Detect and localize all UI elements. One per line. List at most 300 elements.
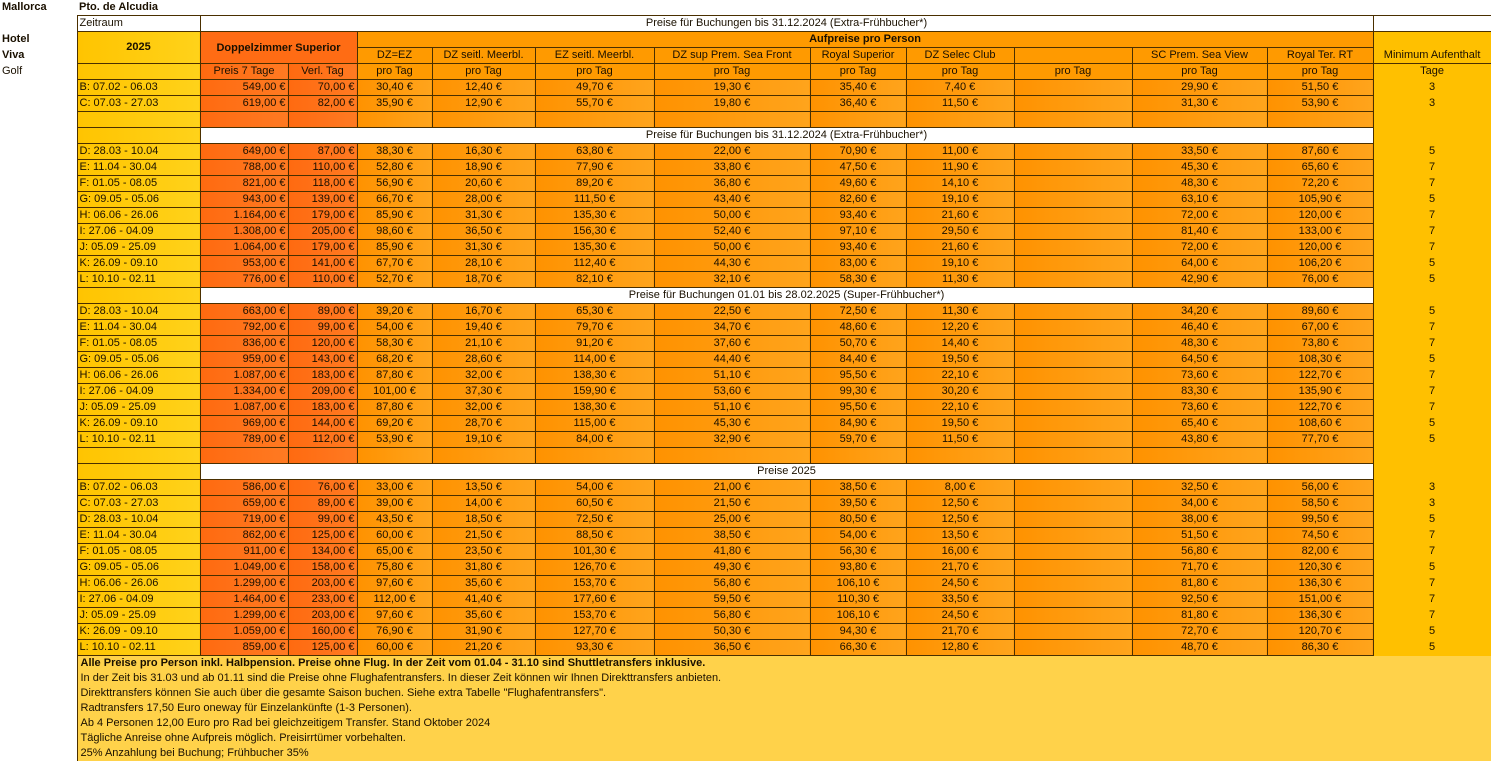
royal-superior-cell: 66,30 € xyxy=(810,640,906,656)
extra-day-cell: 110,00 € xyxy=(288,272,357,288)
sc-prem-sea-view-cell: 46,40 € xyxy=(1132,320,1267,336)
period-cell: J: 05.09 - 25.09 xyxy=(77,608,200,624)
column-header xyxy=(1014,48,1132,64)
min-stay-cell: 5 xyxy=(1373,352,1491,368)
dz-ez-cell: 30,40 € xyxy=(357,80,432,96)
dz-selec-club-cell: 11,50 € xyxy=(906,432,1014,448)
sc-prem-sea-view-cell: 73,60 € xyxy=(1132,368,1267,384)
min-stay-blank xyxy=(1373,16,1491,32)
extra-day-cell: 179,00 € xyxy=(288,240,357,256)
column-a-blank xyxy=(0,464,77,480)
extra-day-cell: 141,00 € xyxy=(288,256,357,272)
royal-superior-cell: 84,90 € xyxy=(810,416,906,432)
min-stay-blank xyxy=(1373,288,1491,304)
column-a-blank xyxy=(0,496,77,512)
min-stay-blank xyxy=(1373,448,1491,464)
period-cell: L: 10.10 - 02.11 xyxy=(77,640,200,656)
dz-sup-prem-sea-front-cell: 45,30 € xyxy=(654,416,810,432)
blank-column-cell xyxy=(1014,272,1132,288)
location-label: Pto. de Alcudia xyxy=(77,0,1491,16)
column-a-blank xyxy=(0,176,77,192)
dz-ez-cell: 33,00 € xyxy=(357,480,432,496)
column-a-blank xyxy=(0,701,77,716)
min-stay-cell: 5 xyxy=(1373,640,1491,656)
column-a-blank xyxy=(0,352,77,368)
period-blank xyxy=(77,448,200,464)
ez-seitl-meerbl-cell: 177,60 € xyxy=(535,592,654,608)
per-day-label: pro Tag xyxy=(1132,64,1267,80)
period-cell: B: 07.02 - 06.03 xyxy=(77,80,200,96)
blank-cell xyxy=(1014,112,1132,128)
extra-day-cell: 89,00 € xyxy=(288,496,357,512)
period-blank xyxy=(77,288,200,304)
royal-ter-rt-cell: 76,00 € xyxy=(1267,272,1373,288)
royal-ter-rt-cell: 99,50 € xyxy=(1267,512,1373,528)
extra-day-cell: 233,00 € xyxy=(288,592,357,608)
section-title-row xyxy=(0,464,1491,480)
min-stay-cell: 3 xyxy=(1373,96,1491,112)
period-cell: D: 28.03 - 10.04 xyxy=(77,512,200,528)
dz-sup-prem-sea-front-cell: 49,30 € xyxy=(654,560,810,576)
dz-seitl-meerbl-cell: 31,90 € xyxy=(432,624,535,640)
column-a-blank xyxy=(0,544,77,560)
blank-column-cell xyxy=(1014,592,1132,608)
min-stay-cell: 5 xyxy=(1373,304,1491,320)
blank-cell xyxy=(535,448,654,464)
sc-prem-sea-view-cell: 83,30 € xyxy=(1132,384,1267,400)
dz-seitl-meerbl-cell: 12,40 € xyxy=(432,80,535,96)
period-cell: E: 11.04 - 30.04 xyxy=(77,528,200,544)
sc-prem-sea-view-cell: 48,70 € xyxy=(1132,640,1267,656)
dz-sup-prem-sea-front-cell: 38,50 € xyxy=(654,528,810,544)
column-a-blank xyxy=(0,686,77,701)
column-a-blank xyxy=(0,272,77,288)
royal-ter-rt-cell: 56,00 € xyxy=(1267,480,1373,496)
dz-ez-cell: 53,90 € xyxy=(357,432,432,448)
blank-column-cell xyxy=(1014,512,1132,528)
column-header: Royal Superior xyxy=(810,48,906,64)
extra-day-cell: 87,00 € xyxy=(288,144,357,160)
section-title: Preise für Buchungen bis 31.12.2024 (Extra-Frühbucher*) xyxy=(200,16,1373,32)
year-blank xyxy=(77,64,200,80)
royal-ter-rt-cell: 120,70 € xyxy=(1267,624,1373,640)
min-stay-cell: 7 xyxy=(1373,336,1491,352)
dz-seitl-meerbl-cell: 16,30 € xyxy=(432,144,535,160)
dz-ez-cell: 98,60 € xyxy=(357,224,432,240)
dz-sup-prem-sea-front-cell: 51,10 € xyxy=(654,400,810,416)
price-row xyxy=(0,352,1491,368)
per-day-label: pro Tag xyxy=(432,64,535,80)
min-stay-cell: 5 xyxy=(1373,560,1491,576)
price-row xyxy=(0,480,1491,496)
min-stay-cell: 7 xyxy=(1373,320,1491,336)
royal-ter-rt-cell: 73,80 € xyxy=(1267,336,1373,352)
sc-prem-sea-view-cell: 56,80 € xyxy=(1132,544,1267,560)
period-cell: C: 07.03 - 27.03 xyxy=(77,496,200,512)
dz-sup-prem-sea-front-cell: 43,40 € xyxy=(654,192,810,208)
blank-column-cell xyxy=(1014,624,1132,640)
dz-sup-prem-sea-front-cell: 52,40 € xyxy=(654,224,810,240)
royal-ter-rt-cell: 135,90 € xyxy=(1267,384,1373,400)
column-header: EZ seitl. Meerbl. xyxy=(535,48,654,64)
column-header: DZ seitl. Meerbl. xyxy=(432,48,535,64)
ez-seitl-meerbl-cell: 72,50 € xyxy=(535,512,654,528)
royal-ter-rt-cell: 58,50 € xyxy=(1267,496,1373,512)
extra-day-cell: 183,00 € xyxy=(288,368,357,384)
column-a-blank xyxy=(0,640,77,656)
price-7-days-cell: 719,00 € xyxy=(200,512,288,528)
blank-column-cell xyxy=(1014,176,1132,192)
royal-ter-rt-cell: 105,90 € xyxy=(1267,192,1373,208)
dz-sup-prem-sea-front-cell: 53,60 € xyxy=(654,384,810,400)
period-cell: B: 07.02 - 06.03 xyxy=(77,480,200,496)
column-a-blank xyxy=(0,336,77,352)
price-row xyxy=(0,160,1491,176)
dz-ez-cell: 39,00 € xyxy=(357,496,432,512)
column-a-blank xyxy=(0,592,77,608)
sc-prem-sea-view-cell: 81,40 € xyxy=(1132,224,1267,240)
column-a-blank xyxy=(0,144,77,160)
blank-cell xyxy=(906,448,1014,464)
ez-seitl-meerbl-cell: 55,70 € xyxy=(535,96,654,112)
blank-cell xyxy=(432,112,535,128)
dz-selec-club-cell: 11,30 € xyxy=(906,304,1014,320)
blank-cell xyxy=(1014,448,1132,464)
dz-sup-prem-sea-front-cell: 44,30 € xyxy=(654,256,810,272)
price-7-days-cell: 953,00 € xyxy=(200,256,288,272)
blank-column-cell xyxy=(1014,480,1132,496)
dz-seitl-meerbl-cell: 28,70 € xyxy=(432,416,535,432)
period-cell: H: 06.06 - 26.06 xyxy=(77,368,200,384)
dz-selec-club-cell: 13,50 € xyxy=(906,528,1014,544)
price-7-days-cell: 619,00 € xyxy=(200,96,288,112)
per-day-label: pro Tag xyxy=(1014,64,1132,80)
blank-column-cell xyxy=(1014,336,1132,352)
column-a-blank xyxy=(0,80,77,96)
min-stay-blank xyxy=(1373,464,1491,480)
column-a-blank xyxy=(0,304,77,320)
dz-seitl-meerbl-cell: 21,10 € xyxy=(432,336,535,352)
dz-seitl-meerbl-cell: 21,50 € xyxy=(432,528,535,544)
period-cell: I: 27.06 - 04.09 xyxy=(77,224,200,240)
ez-seitl-meerbl-cell: 79,70 € xyxy=(535,320,654,336)
dz-seitl-meerbl-cell: 20,60 € xyxy=(432,176,535,192)
royal-ter-rt-cell: 67,00 € xyxy=(1267,320,1373,336)
ez-seitl-meerbl-cell: 159,90 € xyxy=(535,384,654,400)
per-day-label: pro Tag xyxy=(357,64,432,80)
column-a-blank xyxy=(0,192,77,208)
min-stay-cell: 3 xyxy=(1373,480,1491,496)
min-stay-cell: 5 xyxy=(1373,416,1491,432)
extra-day-cell: 70,00 € xyxy=(288,80,357,96)
sc-prem-sea-view-cell: 51,50 € xyxy=(1132,528,1267,544)
dz-ez-cell: 56,90 € xyxy=(357,176,432,192)
period-cell: G: 09.05 - 05.06 xyxy=(77,560,200,576)
extra-day-cell: 203,00 € xyxy=(288,576,357,592)
sc-prem-sea-view-cell: 29,90 € xyxy=(1132,80,1267,96)
dz-sup-prem-sea-front-cell: 33,80 € xyxy=(654,160,810,176)
dz-selec-club-cell: 22,10 € xyxy=(906,400,1014,416)
dz-sup-prem-sea-front-cell: 50,00 € xyxy=(654,240,810,256)
ez-seitl-meerbl-cell: 93,30 € xyxy=(535,640,654,656)
price-row xyxy=(0,560,1491,576)
price-7-days-cell: 859,00 € xyxy=(200,640,288,656)
sc-prem-sea-view-cell: 45,30 € xyxy=(1132,160,1267,176)
dz-ez-cell: 52,70 € xyxy=(357,272,432,288)
blank-cell xyxy=(1132,112,1267,128)
dz-selec-club-cell: 29,50 € xyxy=(906,224,1014,240)
column-a-blank xyxy=(0,624,77,640)
blank-cell xyxy=(906,112,1014,128)
period-cell: K: 26.09 - 09.10 xyxy=(77,416,200,432)
sc-prem-sea-view-cell: 72,00 € xyxy=(1132,240,1267,256)
dz-selec-club-cell: 12,50 € xyxy=(906,496,1014,512)
price-7-days-cell: 911,00 € xyxy=(200,544,288,560)
dz-sup-prem-sea-front-cell: 22,00 € xyxy=(654,144,810,160)
blank-column-cell xyxy=(1014,144,1132,160)
dz-selec-club-cell: 19,10 € xyxy=(906,256,1014,272)
price-7-days-cell: 821,00 € xyxy=(200,176,288,192)
period-blank xyxy=(77,128,200,144)
price-row xyxy=(0,640,1491,656)
blank-cell xyxy=(1267,448,1373,464)
royal-superior-cell: 70,90 € xyxy=(810,144,906,160)
price-7-days-cell: 1.334,00 € xyxy=(200,384,288,400)
royal-superior-cell: 36,40 € xyxy=(810,96,906,112)
price-row xyxy=(0,304,1491,320)
dz-selec-club-cell: 19,50 € xyxy=(906,352,1014,368)
price-7-days-cell: 959,00 € xyxy=(200,352,288,368)
royal-ter-rt-cell: 122,70 € xyxy=(1267,368,1373,384)
dz-ez-cell: 87,80 € xyxy=(357,368,432,384)
dz-sup-prem-sea-front-cell: 34,70 € xyxy=(654,320,810,336)
royal-ter-rt-cell: 89,60 € xyxy=(1267,304,1373,320)
period-cell: F: 01.05 - 08.05 xyxy=(77,176,200,192)
dz-seitl-meerbl-cell: 32,00 € xyxy=(432,400,535,416)
dz-selec-club-cell: 12,50 € xyxy=(906,512,1014,528)
dz-seitl-meerbl-cell: 28,10 € xyxy=(432,256,535,272)
period-blank xyxy=(77,464,200,480)
period-cell: L: 10.10 - 02.11 xyxy=(77,432,200,448)
blank-column-cell xyxy=(1014,432,1132,448)
dz-selec-club-cell: 7,40 € xyxy=(906,80,1014,96)
royal-ter-rt-cell: 51,50 € xyxy=(1267,80,1373,96)
blank-cell xyxy=(654,448,810,464)
royal-superior-cell: 110,30 € xyxy=(810,592,906,608)
surcharge-header: Aufpreise pro Person xyxy=(357,32,1373,48)
column-a-blank xyxy=(0,240,77,256)
sc-prem-sea-view-cell: 31,30 € xyxy=(1132,96,1267,112)
royal-superior-cell: 35,40 € xyxy=(810,80,906,96)
ez-seitl-meerbl-cell: 54,00 € xyxy=(535,480,654,496)
period-cell: J: 05.09 - 25.09 xyxy=(77,240,200,256)
blank-column-cell xyxy=(1014,368,1132,384)
price-row xyxy=(0,192,1491,208)
dz-seitl-meerbl-cell: 16,70 € xyxy=(432,304,535,320)
room-type-header: Doppelzimmer Superior xyxy=(200,32,357,64)
royal-superior-cell: 38,50 € xyxy=(810,480,906,496)
price-row xyxy=(0,256,1491,272)
dz-seitl-meerbl-cell: 36,50 € xyxy=(432,224,535,240)
period-cell: G: 09.05 - 05.06 xyxy=(77,192,200,208)
blank-column-cell xyxy=(1014,240,1132,256)
sc-prem-sea-view-cell: 34,00 € xyxy=(1132,496,1267,512)
price-row xyxy=(0,384,1491,400)
royal-superior-cell: 84,40 € xyxy=(810,352,906,368)
royal-superior-cell: 93,40 € xyxy=(810,240,906,256)
ez-seitl-meerbl-cell: 101,30 € xyxy=(535,544,654,560)
blank-column-cell xyxy=(1014,384,1132,400)
ez-seitl-meerbl-cell: 82,10 € xyxy=(535,272,654,288)
ez-seitl-meerbl-cell: 138,30 € xyxy=(535,368,654,384)
price-row xyxy=(0,208,1491,224)
extra-day-cell: 160,00 € xyxy=(288,624,357,640)
blank-cell xyxy=(432,448,535,464)
dz-selec-club-cell: 11,50 € xyxy=(906,96,1014,112)
royal-superior-cell: 39,50 € xyxy=(810,496,906,512)
blank-column-cell xyxy=(1014,192,1132,208)
extra-day-cell: 76,00 € xyxy=(288,480,357,496)
royal-superior-cell: 93,80 € xyxy=(810,560,906,576)
column-a-blank xyxy=(0,656,77,672)
extra-day-cell: 179,00 € xyxy=(288,208,357,224)
dz-ez-cell: 35,90 € xyxy=(357,96,432,112)
price-row xyxy=(0,96,1491,112)
price-7-days-cell: 788,00 € xyxy=(200,160,288,176)
column-a-blank xyxy=(0,416,77,432)
extra-day-cell: 99,00 € xyxy=(288,320,357,336)
sc-prem-sea-view-cell: 34,20 € xyxy=(1132,304,1267,320)
dz-sup-prem-sea-front-cell: 56,80 € xyxy=(654,608,810,624)
ez-seitl-meerbl-cell: 153,70 € xyxy=(535,576,654,592)
dz-seitl-meerbl-cell: 35,60 € xyxy=(432,608,535,624)
extra-day-cell: 158,00 € xyxy=(288,560,357,576)
price-row xyxy=(0,80,1491,96)
blank-column-cell xyxy=(1014,256,1132,272)
royal-superior-cell: 49,60 € xyxy=(810,176,906,192)
period-cell: F: 01.05 - 08.05 xyxy=(77,544,200,560)
royal-ter-rt-cell: 106,20 € xyxy=(1267,256,1373,272)
extra-day-cell: 82,00 € xyxy=(288,96,357,112)
dz-selec-club-cell: 12,80 € xyxy=(906,640,1014,656)
royal-ter-rt-cell: 65,60 € xyxy=(1267,160,1373,176)
royal-superior-cell: 72,50 € xyxy=(810,304,906,320)
dz-ez-cell: 85,90 € xyxy=(357,208,432,224)
footer-note: Radtransfers 17,50 Euro oneway für Einzelankünfte (1-3 Personen). xyxy=(77,701,1491,716)
sc-prem-sea-view-cell: 63,10 € xyxy=(1132,192,1267,208)
extra-day-cell: 139,00 € xyxy=(288,192,357,208)
dz-selec-club-cell: 22,10 € xyxy=(906,368,1014,384)
royal-ter-rt-cell: 122,70 € xyxy=(1267,400,1373,416)
royal-superior-cell: 59,70 € xyxy=(810,432,906,448)
sc-prem-sea-view-cell: 72,70 € xyxy=(1132,624,1267,640)
per-day-label: pro Tag xyxy=(1267,64,1373,80)
price-row xyxy=(0,624,1491,640)
period-cell: E: 11.04 - 30.04 xyxy=(77,320,200,336)
price-row xyxy=(0,272,1491,288)
blank-column-cell xyxy=(1014,320,1132,336)
price-row xyxy=(0,576,1491,592)
column-header: DZ Selec Club xyxy=(906,48,1014,64)
royal-ter-rt-cell: 136,30 € xyxy=(1267,576,1373,592)
period-cell: K: 26.09 - 09.10 xyxy=(77,624,200,640)
dz-seitl-meerbl-cell: 19,10 € xyxy=(432,432,535,448)
dz-sup-prem-sea-front-cell: 36,50 € xyxy=(654,640,810,656)
extra-day-cell: 118,00 € xyxy=(288,176,357,192)
ez-seitl-meerbl-cell: 49,70 € xyxy=(535,80,654,96)
min-stay-cell: 7 xyxy=(1373,384,1491,400)
section-title: Preise für Buchungen bis 31.12.2024 (Extra-Frühbucher*) xyxy=(200,128,1373,144)
dz-ez-cell: 68,20 € xyxy=(357,352,432,368)
price-7-days-cell: 1.464,00 € xyxy=(200,592,288,608)
sc-prem-sea-view-cell: 42,90 € xyxy=(1132,272,1267,288)
sc-prem-sea-view-cell: 43,80 € xyxy=(1132,432,1267,448)
price-7-days-cell: 549,00 € xyxy=(200,80,288,96)
ez-seitl-meerbl-cell: 153,70 € xyxy=(535,608,654,624)
min-stay-cell: 3 xyxy=(1373,80,1491,96)
price-row xyxy=(0,512,1491,528)
dz-seitl-meerbl-cell: 35,60 € xyxy=(432,576,535,592)
sc-prem-sea-view-cell: 33,50 € xyxy=(1132,144,1267,160)
period-cell: I: 27.06 - 04.09 xyxy=(77,384,200,400)
blank-cell xyxy=(200,112,288,128)
royal-ter-rt-cell: 108,30 € xyxy=(1267,352,1373,368)
min-stay-cell: 7 xyxy=(1373,208,1491,224)
column-a-blank xyxy=(0,160,77,176)
blank-cell xyxy=(810,112,906,128)
royal-superior-cell: 48,60 € xyxy=(810,320,906,336)
price-row xyxy=(0,592,1491,608)
footer-row xyxy=(0,746,1491,761)
dz-ez-cell: 101,00 € xyxy=(357,384,432,400)
ez-seitl-meerbl-cell: 127,70 € xyxy=(535,624,654,640)
price-row xyxy=(0,608,1491,624)
blank-row xyxy=(0,112,1491,128)
dz-ez-cell: 43,50 € xyxy=(357,512,432,528)
price-row xyxy=(0,224,1491,240)
sc-prem-sea-view-cell: 64,50 € xyxy=(1132,352,1267,368)
dz-ez-cell: 67,70 € xyxy=(357,256,432,272)
blank-column-cell xyxy=(1014,208,1132,224)
price-7-days-cell: 1.164,00 € xyxy=(200,208,288,224)
min-stay-cell: 7 xyxy=(1373,576,1491,592)
column-a-blank xyxy=(0,400,77,416)
extra-day-cell: 144,00 € xyxy=(288,416,357,432)
dz-sup-prem-sea-front-cell: 51,10 € xyxy=(654,368,810,384)
period-cell: G: 09.05 - 05.06 xyxy=(77,352,200,368)
dz-selec-club-cell: 21,60 € xyxy=(906,208,1014,224)
period-cell: C: 07.03 - 27.03 xyxy=(77,96,200,112)
royal-superior-cell: 97,10 € xyxy=(810,224,906,240)
price-7-days-cell: 1.308,00 € xyxy=(200,224,288,240)
min-stay-cell: 7 xyxy=(1373,400,1491,416)
extra-day-cell: 205,00 € xyxy=(288,224,357,240)
section-title-row xyxy=(0,288,1491,304)
price-7-days-label: Preis 7 Tage xyxy=(200,64,288,80)
price-7-days-cell: 1.299,00 € xyxy=(200,608,288,624)
column-a-blank xyxy=(0,731,77,746)
dz-ez-cell: 38,30 € xyxy=(357,144,432,160)
dz-ez-cell: 60,00 € xyxy=(357,528,432,544)
price-row xyxy=(0,176,1491,192)
dz-ez-cell: 69,20 € xyxy=(357,416,432,432)
section-title-row xyxy=(0,128,1491,144)
price-7-days-cell: 1.059,00 € xyxy=(200,624,288,640)
hotel-blank xyxy=(0,16,77,32)
royal-superior-cell: 95,50 € xyxy=(810,400,906,416)
royal-ter-rt-cell: 151,00 € xyxy=(1267,592,1373,608)
dz-seitl-meerbl-cell: 18,70 € xyxy=(432,272,535,288)
